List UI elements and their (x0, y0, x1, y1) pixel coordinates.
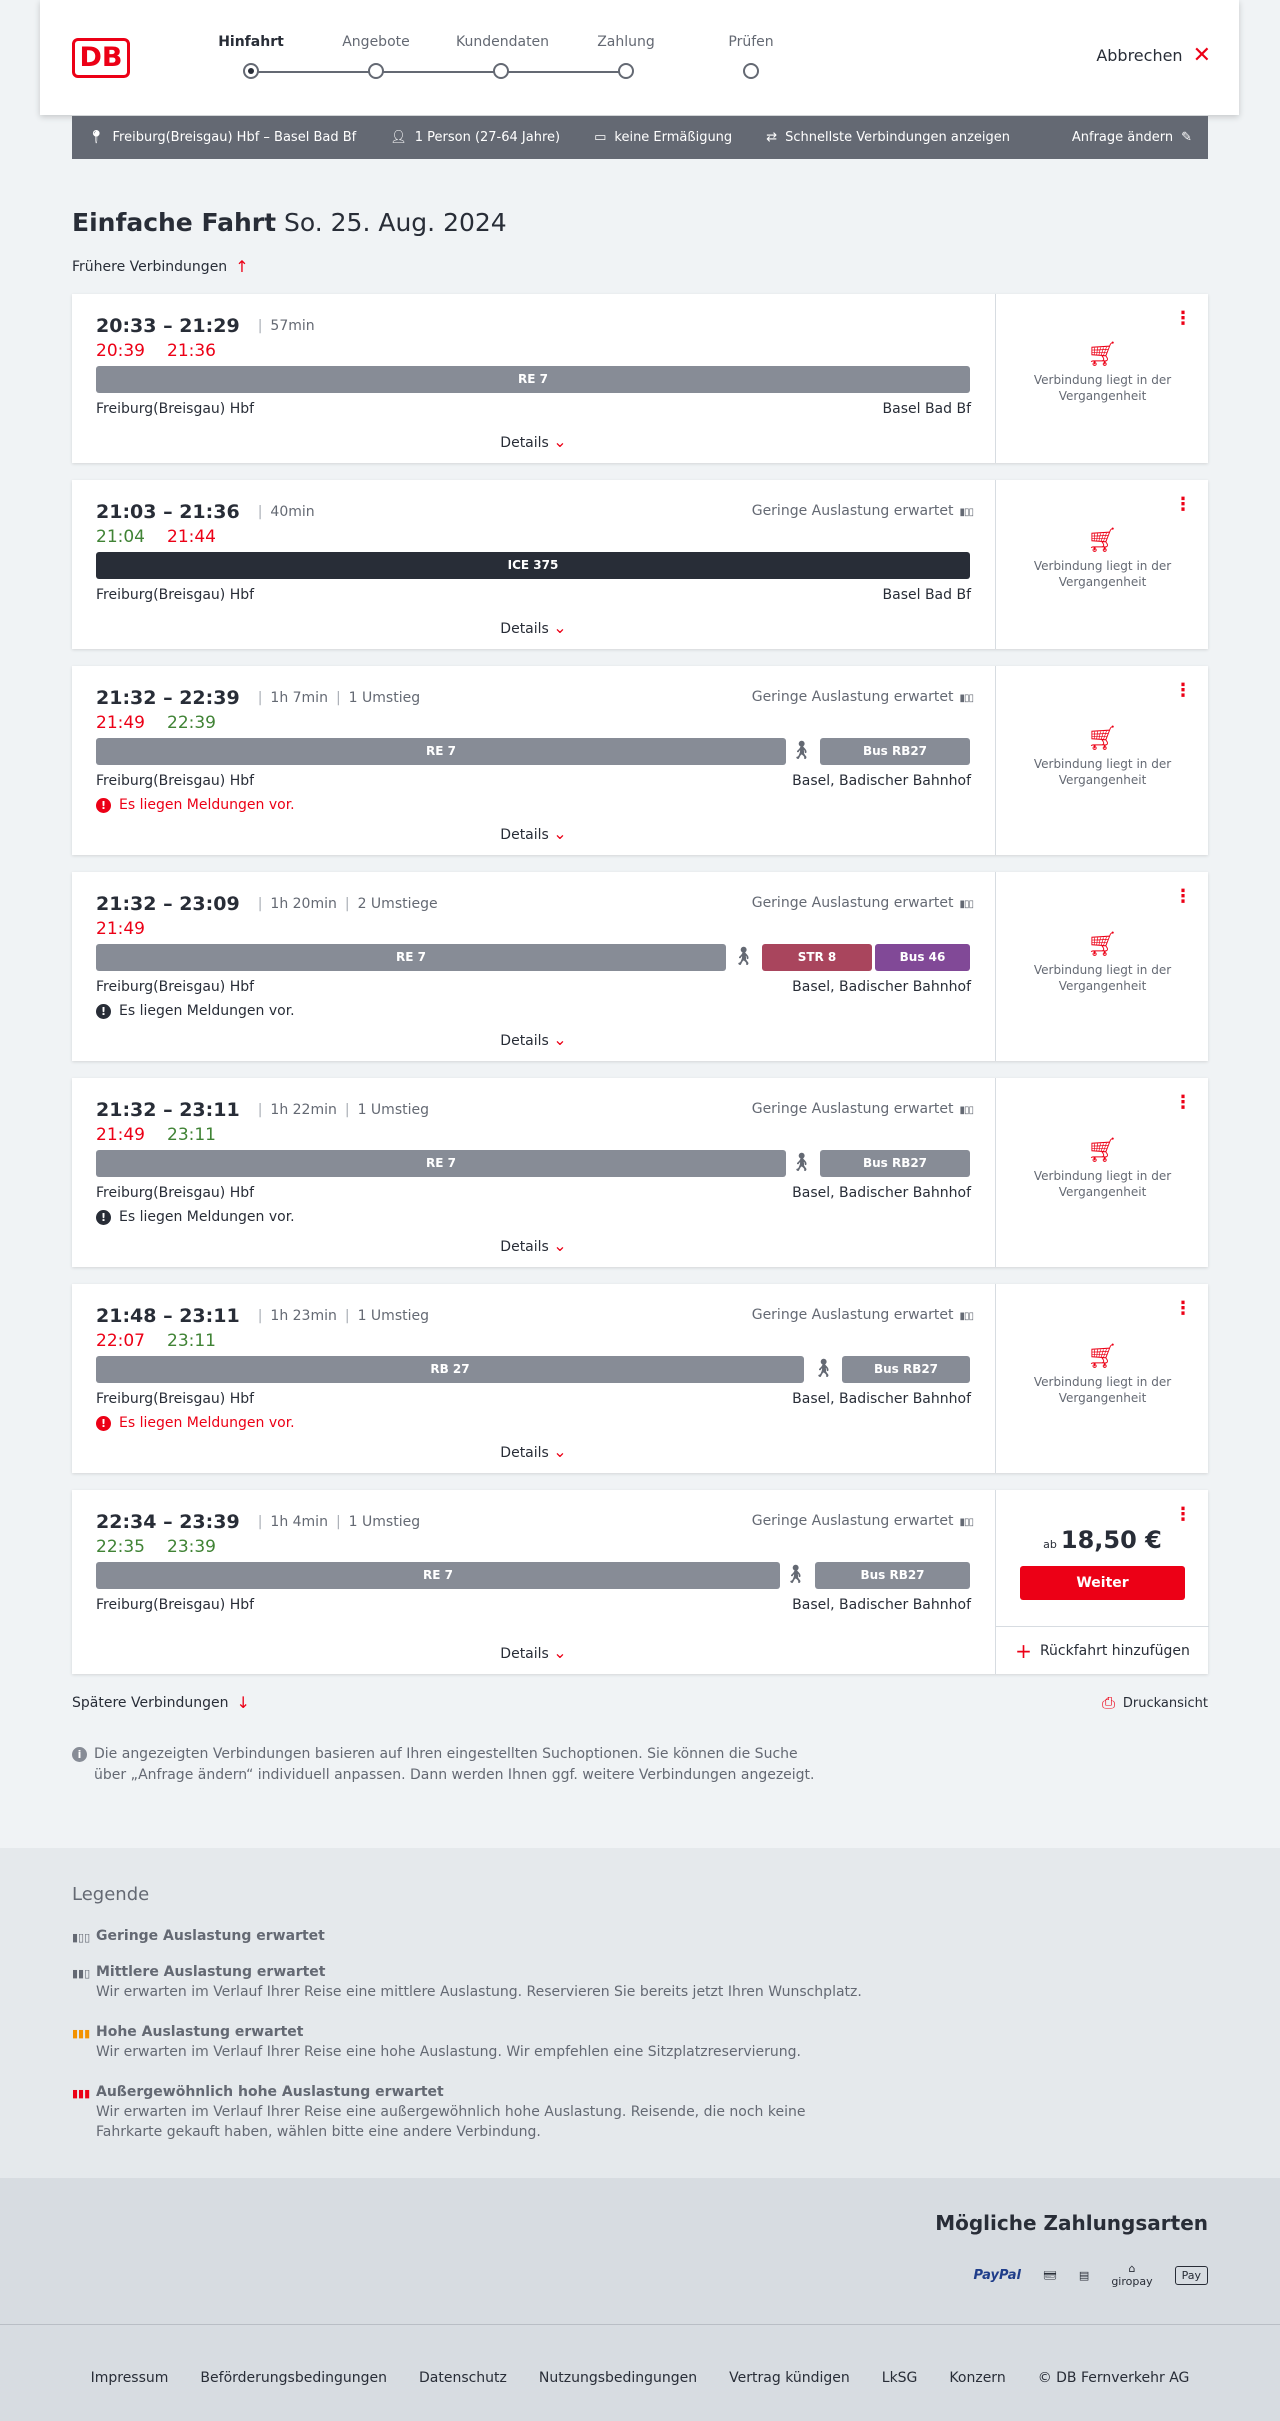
credit-card-icon: 💳︎ (1042, 2268, 1057, 2282)
occupancy-text: Geringe Auslastung erwartet (751, 689, 954, 705)
occupancy-text: Geringe Auslastung erwartet (751, 1513, 954, 1529)
duration: 57min (270, 318, 315, 334)
transfers: 1 Umstieg (357, 1102, 429, 1118)
realtime-departure: 22:35 (96, 1537, 145, 1557)
cancel-label: Abbrechen (1096, 46, 1183, 65)
connection-offer (995, 1490, 1208, 1674)
more-options-icon[interactable]: ⋮ (1174, 1298, 1192, 1319)
train-segment: RE 7 (96, 738, 786, 765)
details-toggle[interactable] (72, 432, 995, 451)
more-options-icon[interactable]: ⋮ (1174, 1092, 1192, 1113)
origin-station: Freiburg(Breisgau) Hbf (96, 773, 255, 789)
payment-title: Mögliche Zahlungsarten (935, 2211, 1208, 2235)
connection-main (72, 1078, 995, 1267)
past-text: Verbindung liegt in der Vergangenheit (1033, 373, 1172, 403)
disruption-message (96, 797, 295, 813)
legend-item-title: Außergewöhnlich hohe Auslastung erwartet (96, 2084, 444, 2100)
location-pin-icon: 📍︎ (88, 130, 105, 145)
destination-station: Basel, Badischer Bahnhof (792, 1185, 971, 1201)
disruption-message (96, 1415, 295, 1431)
past-text: Verbindung liegt in der Vergangenheit (1033, 757, 1172, 787)
step-kundendaten (456, 34, 550, 50)
trip-date: So. 25. Aug. 2024 (284, 208, 507, 237)
bus-segment: Bus RB27 (842, 1356, 970, 1383)
alert-icon: ! (96, 1210, 111, 1225)
occupancy-text: Geringe Auslastung erwartet (751, 503, 954, 519)
step-label: Prüfen (728, 34, 774, 50)
query-route (88, 130, 356, 145)
connection-main (72, 294, 995, 463)
realtime-times (96, 713, 216, 733)
footer (0, 2324, 1280, 2421)
chevron-down-icon: ⌄ (553, 1442, 567, 1461)
footer-link-impressum[interactable]: Impressum (90, 2370, 169, 2386)
chevron-down-icon: ⌄ (553, 824, 567, 843)
step-dot (243, 63, 259, 79)
legend-item (72, 2082, 872, 2142)
past-notice (996, 930, 1209, 994)
connection-card[interactable] (72, 872, 1208, 1061)
planned-times: 21:32 – 23:09 (96, 893, 240, 915)
add-return-button[interactable] (996, 1626, 1209, 1674)
past-notice (996, 526, 1209, 590)
duration: 1h 20min (270, 896, 337, 912)
earlier-connections-link[interactable] (72, 257, 249, 276)
connection-main (72, 480, 995, 649)
legend-item-text: Wir erwarten im Verlauf Ihrer Reise eine hohe Auslastung. Wir empfehlen eine Sitzplatzreservierung. (96, 2044, 801, 2060)
alert-icon: ! (96, 1416, 111, 1431)
print-label: Druckansicht (1122, 1695, 1208, 1711)
add-return-label: Rückfahrt hinzufügen (1039, 1642, 1190, 1659)
realtime-arrival: 21:36 (167, 341, 216, 361)
past-notice (996, 1136, 1209, 1200)
realtime-departure: 22:07 (96, 1331, 145, 1351)
occupancy-low-icon: ▮▯▯ (959, 1105, 973, 1116)
person-icon: 👤︎ (390, 130, 407, 145)
connection-offer (995, 872, 1208, 1061)
destination-station: Basel Bad Bf (882, 587, 971, 603)
occupancy-indicator (752, 895, 973, 911)
query-fastest (766, 130, 1010, 145)
realtime-times (96, 341, 216, 361)
price-prefix: ab (1043, 1538, 1057, 1551)
realtime-departure: 21:49 (96, 713, 145, 733)
occupancy-low-icon: ▮▯▯ (72, 1931, 91, 1944)
arrow-down-icon: ↓ (236, 1693, 250, 1712)
query-discount (594, 130, 732, 145)
details-toggle[interactable] (72, 1236, 995, 1255)
more-options-icon[interactable]: ⋮ (1174, 680, 1192, 701)
step-label: Kundendaten (456, 34, 550, 50)
payment-methods (0, 2178, 1280, 2324)
connection-offer (995, 1284, 1208, 1473)
occupancy-low-icon: ▮▯▯ (959, 1311, 973, 1322)
info-icon: i (72, 1747, 87, 1762)
duration: 1h 23min (270, 1308, 337, 1324)
legend-item-text: Wir erwarten im Verlauf Ihrer Reise eine mittlere Auslastung. Reservieren Sie bereits jetzt Ihren Wunschplatz. (96, 1984, 862, 2000)
transfers: 1 Umstieg (348, 1514, 421, 1530)
details-label: Details (500, 621, 549, 637)
details-toggle[interactable] (72, 1643, 995, 1662)
info-note (72, 1744, 832, 1786)
walk-icon: 🚶︎ (784, 1564, 807, 1585)
past-text: Verbindung liegt in der Vergangenheit (1033, 1375, 1172, 1405)
details-label: Details (500, 1646, 549, 1662)
query-summary-bar (72, 116, 1208, 159)
destination-station: Basel, Badischer Bahnhof (792, 1391, 971, 1407)
step-label: Zahlung (597, 34, 655, 50)
alert-icon: ! (96, 1004, 111, 1019)
realtime-arrival: 23:39 (167, 1537, 216, 1557)
origin-station: Freiburg(Breisgau) Hbf (96, 1391, 255, 1407)
legend-item (72, 1926, 872, 1946)
connection-times: 20:33 – 21:29 | 57min (96, 315, 315, 337)
connection-times: 21:48 – 23:11 | 1h 23min | 1 Umstieg (96, 1305, 429, 1327)
occupancy-indicator (752, 689, 973, 705)
legend (0, 1848, 1280, 2178)
occupancy-indicator (752, 503, 973, 519)
realtime-times (96, 919, 145, 939)
page-title (72, 208, 507, 237)
details-label: Details (500, 827, 549, 843)
connection-card[interactable] (72, 1490, 1208, 1674)
chevron-down-icon: ⌄ (553, 1643, 567, 1662)
swap-arrows-icon: ⇄ (766, 130, 778, 145)
past-text: Verbindung liegt in der Vergangenheit (1033, 559, 1172, 589)
train-segment: RE 7 (96, 944, 726, 971)
planned-times: 21:32 – 22:39 (96, 687, 240, 709)
walk-icon: 🚶︎ (790, 740, 813, 761)
duration: 1h 7min (270, 690, 328, 706)
connection-card[interactable] (72, 480, 1208, 649)
connection-card[interactable] (72, 294, 1208, 463)
connection-main (72, 1490, 995, 1674)
fastest-text: Schnellste Verbindungen anzeigen (785, 130, 1011, 145)
step-hinfahrt (206, 34, 296, 50)
occupancy-text: Geringe Auslastung erwartet (751, 1101, 954, 1117)
realtime-times (96, 1331, 216, 1351)
header (40, 0, 1239, 115)
alert-icon: ! (96, 798, 111, 813)
realtime-arrival: 23:11 (167, 1331, 216, 1351)
realtime-arrival: 21:44 (167, 527, 216, 547)
train-segment: RB 27 (96, 1356, 804, 1383)
step-label: Hinfahrt (218, 34, 284, 50)
connection-card[interactable] (72, 1284, 1208, 1473)
connection-main (72, 872, 995, 1061)
connection-offer (995, 294, 1208, 463)
destination-station: Basel, Badischer Bahnhof (792, 979, 971, 995)
occupancy-high-icon: ▮▮▮ (72, 2027, 91, 2040)
realtime-departure: 20:39 (96, 341, 145, 361)
giropay-label: giropay (1111, 2275, 1153, 2288)
persons-text: 1 Person (27-64 Jahre) (414, 130, 561, 145)
walk-icon: 🚶︎ (732, 946, 755, 967)
connection-offer (995, 666, 1208, 855)
duration: 1h 22min (270, 1102, 337, 1118)
details-label: Details (500, 1239, 549, 1255)
db-logo[interactable]: DB (72, 38, 130, 78)
transfers: 1 Umstieg (348, 690, 421, 706)
more-options-icon[interactable]: ⋮ (1174, 494, 1192, 515)
change-query-button[interactable] (1072, 130, 1192, 145)
past-notice (996, 724, 1209, 788)
connection-main (72, 1284, 995, 1473)
footer-link-nutzung[interactable]: Nutzungsbedingungen (538, 2370, 698, 2386)
trip-type: Einfache Fahrt (72, 208, 277, 237)
occupancy-indicator (752, 1513, 973, 1529)
cart-icon: 🛒︎ (1087, 930, 1118, 958)
occupancy-medium-icon: ▮▮▯ (72, 1967, 91, 1980)
apple-pay-icon (1175, 2266, 1208, 2285)
connection-offer (995, 480, 1208, 649)
connection-times: 22:34 – 23:39 | 1h 4min | 1 Umstieg (96, 1511, 421, 1533)
message-text: Es liegen Meldungen vor. (119, 1003, 295, 1019)
realtime-times (96, 1125, 216, 1145)
earlier-label: Frühere Verbindungen (72, 258, 228, 275)
details-toggle[interactable] (72, 1442, 995, 1461)
bus-segment: Bus RB27 (820, 738, 970, 765)
later-label: Spätere Verbindungen (72, 1694, 229, 1711)
realtime-times (96, 1537, 216, 1557)
origin-station: Freiburg(Breisgau) Hbf (96, 401, 255, 417)
destination-station: Basel, Badischer Bahnhof (792, 1597, 971, 1613)
train-segment: RE 7 (96, 366, 970, 393)
step-zahlung (581, 34, 671, 50)
more-options-icon[interactable]: ⋮ (1174, 1504, 1192, 1525)
occupancy-text: Geringe Auslastung erwartet (751, 895, 954, 911)
connection-card[interactable] (72, 666, 1208, 855)
realtime-departure: 21:04 (96, 527, 145, 547)
step-dot (743, 63, 759, 79)
past-text: Verbindung liegt in der Vergangenheit (1033, 963, 1172, 993)
bus-segment: Bus RB27 (820, 1150, 970, 1177)
duration: 40min (270, 504, 315, 520)
occupancy-indicator (752, 1307, 973, 1323)
walk-icon: 🚶︎ (790, 1152, 813, 1173)
occupancy-low-icon: ▮▯▯ (959, 1517, 973, 1528)
origin-station: Freiburg(Breisgau) Hbf (96, 979, 255, 995)
cart-icon: 🛒︎ (1087, 724, 1118, 752)
price (996, 1526, 1209, 1554)
chevron-down-icon: ⌄ (553, 618, 567, 637)
realtime-arrival: 22:39 (167, 713, 216, 733)
step-angebote (331, 34, 421, 50)
printer-icon: ⎙ (1102, 1693, 1115, 1712)
message-text: Es liegen Meldungen vor. (119, 797, 295, 813)
cancel-button[interactable] (1096, 42, 1211, 68)
progress-line (251, 71, 626, 73)
occupancy-text: Geringe Auslastung erwartet (751, 1307, 954, 1323)
legend-item-text: Wir erwarten im Verlauf Ihrer Reise eine außergewöhnlich hohe Auslastung. Reisende, die noch keine Fahrkarte gekauft haben, wählen bitte eine andere Verbindung. (96, 2104, 806, 2140)
destination-station: Basel, Badischer Bahnhof (792, 773, 971, 789)
print-view-link[interactable] (1102, 1693, 1208, 1713)
occupancy-low-icon: ▮▯▯ (959, 899, 973, 910)
realtime-arrival: 23:11 (167, 1125, 216, 1145)
later-connections-link[interactable] (72, 1693, 250, 1712)
connection-times: 21:32 – 23:11 | 1h 22min | 1 Umstieg (96, 1099, 429, 1121)
step-label: Angebote (342, 34, 410, 50)
occupancy-exceptional-icon: ▮▮▮ (72, 2087, 91, 2100)
disruption-message (96, 1209, 295, 1225)
past-notice (996, 1342, 1209, 1406)
close-icon: ✕ (1192, 42, 1211, 68)
more-options-icon[interactable]: ⋮ (1174, 308, 1192, 329)
step-dot (493, 63, 509, 79)
plus-icon: + (1015, 1638, 1032, 1663)
connection-times: 21:32 – 22:39 | 1h 7min | 1 Umstieg (96, 687, 421, 709)
pencil-icon: ✎ (1181, 130, 1192, 145)
connection-times: 21:03 – 21:36 | 40min (96, 501, 315, 523)
occupancy-low-icon: ▮▯▯ (959, 693, 973, 704)
details-toggle[interactable] (72, 1030, 995, 1049)
step-dot (618, 63, 634, 79)
train-segment: RE 7 (96, 1562, 780, 1589)
realtime-departure: 21:49 (96, 919, 145, 939)
more-options-icon[interactable]: ⋮ (1174, 886, 1192, 907)
destination-station: Basel Bad Bf (882, 401, 971, 417)
legend-item (72, 1962, 872, 2002)
sepa-icon: ▤ (1078, 2268, 1090, 2282)
connection-offer (995, 1078, 1208, 1267)
disruption-message (96, 1003, 295, 1019)
past-notice (996, 340, 1209, 404)
footer-link-konzern[interactable]: Konzern (949, 2370, 1006, 2386)
occupancy-indicator (752, 1101, 973, 1117)
cart-icon: 🛒︎ (1087, 526, 1118, 554)
route-text: Freiburg(Breisgau) Hbf – Basel Bad Bf (112, 130, 357, 145)
connection-times: 21:32 – 23:09 | 1h 20min | 2 Umstiege (96, 893, 438, 915)
past-text: Verbindung liegt in der Vergangenheit (1033, 1169, 1172, 1199)
legend-item (72, 2022, 872, 2062)
realtime-times (96, 527, 216, 547)
query-persons (390, 130, 560, 145)
planned-times: 21:32 – 23:11 (96, 1099, 240, 1121)
legend-item-title: Hohe Auslastung erwartet (96, 2024, 304, 2040)
transfers: 1 Umstieg (357, 1308, 429, 1324)
paypal-icon: PayPal (973, 2267, 1021, 2283)
chevron-down-icon: ⌄ (553, 1030, 567, 1049)
progress-steps (210, 34, 774, 84)
message-text: Es liegen Meldungen vor. (119, 1415, 295, 1431)
step-dot (368, 63, 384, 79)
legend-title: Legende (72, 1884, 150, 1905)
details-label: Details (500, 435, 549, 451)
payment-icons (973, 2262, 1208, 2288)
origin-station: Freiburg(Breisgau) Hbf (96, 1597, 255, 1613)
footer-links (0, 2370, 1280, 2386)
price-value: 18,50 € (1060, 1526, 1162, 1554)
footer-link-datenschutz[interactable]: Datenschutz (418, 2370, 507, 2386)
realtime-departure: 21:49 (96, 1125, 145, 1145)
apple-pay-label: Pay (1181, 2268, 1201, 2282)
details-label: Details (500, 1033, 549, 1049)
footer-link-kuendigen[interactable]: Vertrag kündigen (729, 2370, 850, 2386)
info-text: Die angezeigten Verbindungen basieren auf Ihren eingestellten Suchoptionen. Sie können die Suche über „Anfrage ändern“ individuell anpassen. Dann werden Ihnen ggf. weitere Verbindungen angezeigt. (94, 1746, 815, 1783)
planned-times: 21:48 – 23:11 (96, 1305, 240, 1327)
legend-item-title: Geringe Auslastung erwartet (96, 1928, 325, 1944)
planned-times: 21:03 – 21:36 (96, 501, 240, 523)
origin-station: Freiburg(Breisgau) Hbf (96, 1185, 255, 1201)
duration: 1h 4min (270, 1514, 328, 1530)
bus-segment: Bus RB27 (815, 1562, 970, 1589)
details-label: Details (500, 1445, 549, 1461)
connection-card[interactable] (72, 1078, 1208, 1267)
legend-item-title: Mittlere Auslastung erwartet (96, 1964, 326, 1980)
occupancy-low-icon: ▮▯▯ (959, 507, 973, 518)
footer-link-lksg[interactable]: LkSG (881, 2370, 918, 2386)
cart-icon: 🛒︎ (1087, 1136, 1118, 1164)
origin-station: Freiburg(Breisgau) Hbf (96, 587, 255, 603)
bus-segment: Bus 46 (875, 944, 970, 971)
continue-button[interactable]: Weiter (1020, 1566, 1185, 1600)
arrow-up-icon: ↑ (235, 257, 249, 276)
tram-segment: STR 8 (762, 944, 872, 971)
footer-link-befoerderung[interactable]: Beförderungsbedingungen (200, 2370, 387, 2386)
details-toggle[interactable] (72, 618, 995, 637)
footer-copyright: © DB Fernverkehr AG (1037, 2370, 1190, 2386)
message-text: Es liegen Meldungen vor. (119, 1209, 295, 1225)
planned-times: 22:34 – 23:39 (96, 1511, 240, 1533)
connection-main (72, 666, 995, 855)
walk-icon: 🚶︎ (812, 1358, 835, 1379)
chevron-down-icon: ⌄ (553, 1236, 567, 1255)
bahncard-icon: ▭ (594, 130, 607, 145)
change-query-label: Anfrage ändern (1071, 130, 1174, 145)
planned-times: 20:33 – 21:29 (96, 315, 240, 337)
cart-icon: 🛒︎ (1087, 340, 1118, 368)
train-segment: RE 7 (96, 1150, 786, 1177)
cart-icon: 🛒︎ (1087, 1342, 1118, 1370)
discount-text: keine Ermäßigung (614, 130, 733, 145)
giropay-icon: ⌂ giropay (1111, 2262, 1153, 2288)
step-pruefen (706, 34, 796, 50)
train-segment: ICE 375 (96, 552, 970, 579)
transfers: 2 Umstiege (357, 896, 438, 912)
chevron-down-icon: ⌄ (553, 432, 567, 451)
details-toggle[interactable] (72, 824, 995, 843)
